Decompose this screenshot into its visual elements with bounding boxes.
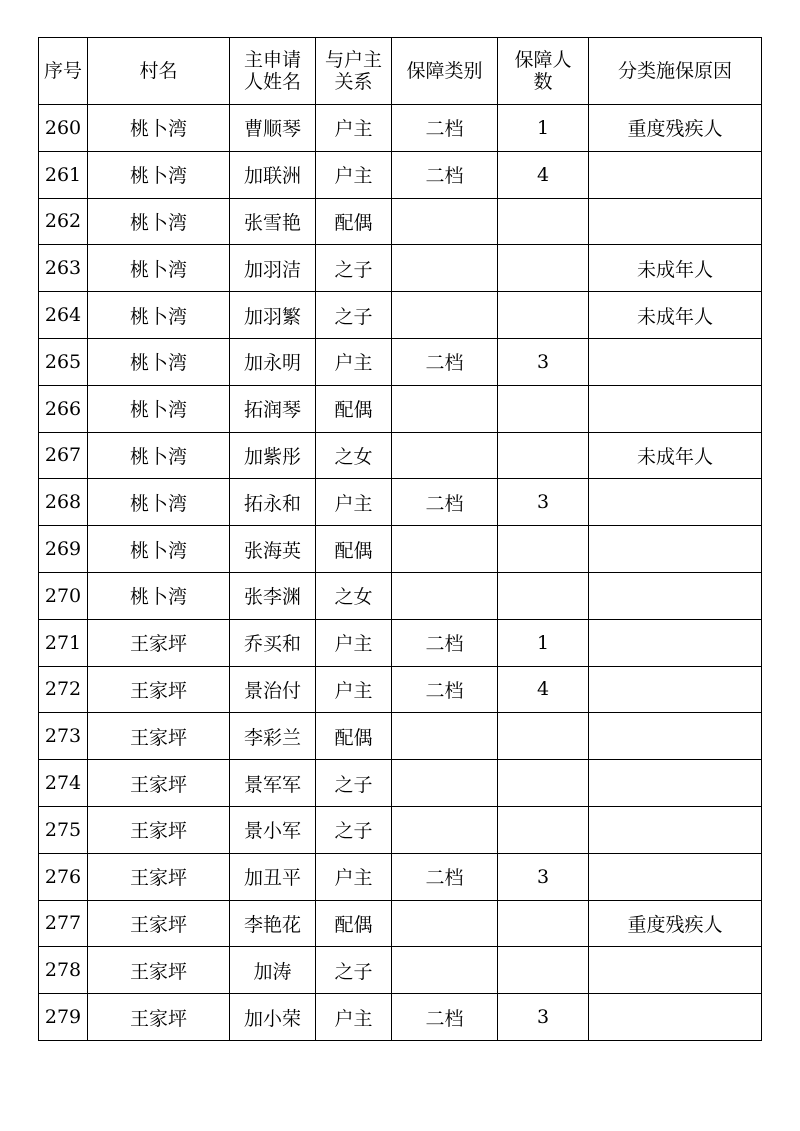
- table-row: [39, 900, 762, 947]
- header-reason: 分类施保原因: [589, 38, 762, 105]
- table-row: [39, 292, 762, 339]
- cell-relation: 户主: [316, 619, 392, 666]
- cell-reason: 重度残疾人: [589, 900, 762, 947]
- cell-seq: 267: [39, 432, 88, 479]
- table-row: [39, 853, 762, 900]
- cell-seq: 273: [39, 713, 88, 760]
- cell-count: [498, 292, 589, 339]
- cell-seq: 270: [39, 572, 88, 619]
- header-row: [39, 38, 762, 105]
- cell-applicant-name: 加羽繁: [230, 292, 316, 339]
- cell-seq: 264: [39, 292, 88, 339]
- cell-seq: 266: [39, 385, 88, 432]
- cell-seq: 276: [39, 853, 88, 900]
- table-row: [39, 245, 762, 292]
- cell-count: 4: [498, 666, 589, 713]
- cell-count: [498, 900, 589, 947]
- cell-applicant-name: 加涛: [230, 947, 316, 994]
- cell-count: 3: [498, 479, 589, 526]
- cell-village: 王家坪: [88, 713, 230, 760]
- cell-seq: 262: [39, 198, 88, 245]
- table-row: [39, 994, 762, 1041]
- cell-category: [392, 900, 498, 947]
- cell-applicant-name: 张海英: [230, 526, 316, 573]
- cell-category: 二档: [392, 619, 498, 666]
- cell-reason: [589, 526, 762, 573]
- cell-count: 4: [498, 151, 589, 198]
- cell-relation: 户主: [316, 994, 392, 1041]
- table-row: [39, 713, 762, 760]
- cell-seq: 263: [39, 245, 88, 292]
- cell-village: 王家坪: [88, 619, 230, 666]
- cell-category: 二档: [392, 105, 498, 152]
- cell-seq: 278: [39, 947, 88, 994]
- table-row: [39, 947, 762, 994]
- table-row: [39, 385, 762, 432]
- cell-seq: 279: [39, 994, 88, 1041]
- header-applicant: 主申请 人姓名: [230, 38, 316, 105]
- cell-category: [392, 760, 498, 807]
- cell-category: 二档: [392, 853, 498, 900]
- cell-seq: 269: [39, 526, 88, 573]
- cell-applicant-name: 景军军: [230, 760, 316, 807]
- cell-category: 二档: [392, 666, 498, 713]
- cell-reason: 重度残疾人: [589, 105, 762, 152]
- cell-reason: 未成年人: [589, 245, 762, 292]
- table-row: [39, 526, 762, 573]
- cell-category: [392, 572, 498, 619]
- cell-count: 1: [498, 105, 589, 152]
- cell-applicant-name: 加丑平: [230, 853, 316, 900]
- cell-reason: [589, 760, 762, 807]
- cell-seq: 271: [39, 619, 88, 666]
- header-village: 村名: [88, 38, 230, 105]
- cell-category: [392, 713, 498, 760]
- cell-village: 桃卜湾: [88, 245, 230, 292]
- cell-applicant-name: 景小军: [230, 806, 316, 853]
- relief-roster-table: [38, 37, 762, 1041]
- cell-category: [392, 432, 498, 479]
- cell-applicant-name: 曹顺琴: [230, 105, 316, 152]
- cell-reason: [589, 338, 762, 385]
- cell-seq: 275: [39, 806, 88, 853]
- cell-count: [498, 760, 589, 807]
- table-row: [39, 760, 762, 807]
- cell-count: [498, 572, 589, 619]
- cell-category: [392, 292, 498, 339]
- cell-relation: 之女: [316, 432, 392, 479]
- cell-relation: 之子: [316, 947, 392, 994]
- header-seq: 序号: [39, 38, 88, 105]
- cell-relation: 配偶: [316, 526, 392, 573]
- cell-village: 桃卜湾: [88, 105, 230, 152]
- cell-category: [392, 245, 498, 292]
- cell-reason: [589, 385, 762, 432]
- cell-category: 二档: [392, 338, 498, 385]
- cell-reason: [589, 947, 762, 994]
- cell-count: [498, 806, 589, 853]
- cell-relation: 之子: [316, 292, 392, 339]
- cell-village: 王家坪: [88, 853, 230, 900]
- cell-reason: [589, 479, 762, 526]
- cell-relation: 之子: [316, 245, 392, 292]
- cell-count: 3: [498, 853, 589, 900]
- cell-reason: [589, 666, 762, 713]
- cell-relation: 户主: [316, 479, 392, 526]
- cell-reason: [589, 572, 762, 619]
- cell-seq: 268: [39, 479, 88, 526]
- cell-reason: 未成年人: [589, 432, 762, 479]
- table-row: [39, 619, 762, 666]
- cell-relation: 之子: [316, 760, 392, 807]
- cell-village: 桃卜湾: [88, 479, 230, 526]
- cell-count: [498, 245, 589, 292]
- cell-applicant-name: 加永明: [230, 338, 316, 385]
- cell-village: 桃卜湾: [88, 526, 230, 573]
- cell-reason: 未成年人: [589, 292, 762, 339]
- cell-applicant-name: 景治付: [230, 666, 316, 713]
- cell-applicant-name: 李艳花: [230, 900, 316, 947]
- cell-relation: 户主: [316, 853, 392, 900]
- cell-count: [498, 385, 589, 432]
- header-count: 保障人 数: [498, 38, 589, 105]
- cell-applicant-name: 加羽洁: [230, 245, 316, 292]
- cell-relation: 之女: [316, 572, 392, 619]
- cell-village: 桃卜湾: [88, 292, 230, 339]
- cell-applicant-name: 加联洲: [230, 151, 316, 198]
- table-row: [39, 338, 762, 385]
- table-header: [39, 38, 762, 105]
- cell-village: 桃卜湾: [88, 572, 230, 619]
- table-body: [39, 105, 762, 1041]
- table-row: [39, 432, 762, 479]
- header-category: 保障类别: [392, 38, 498, 105]
- cell-category: 二档: [392, 151, 498, 198]
- cell-village: 桃卜湾: [88, 338, 230, 385]
- cell-village: 王家坪: [88, 994, 230, 1041]
- cell-relation: 配偶: [316, 900, 392, 947]
- cell-village: 桃卜湾: [88, 432, 230, 479]
- cell-reason: [589, 806, 762, 853]
- table-row: [39, 666, 762, 713]
- cell-applicant-name: 李彩兰: [230, 713, 316, 760]
- cell-relation: 配偶: [316, 385, 392, 432]
- cell-applicant-name: 加紫彤: [230, 432, 316, 479]
- cell-relation: 户主: [316, 666, 392, 713]
- cell-relation: 之子: [316, 806, 392, 853]
- cell-category: [392, 198, 498, 245]
- header-relation: 与户主 关系: [316, 38, 392, 105]
- cell-category: [392, 385, 498, 432]
- cell-applicant-name: 张雪艳: [230, 198, 316, 245]
- table-row: [39, 479, 762, 526]
- cell-relation: 户主: [316, 338, 392, 385]
- cell-village: 王家坪: [88, 900, 230, 947]
- cell-category: 二档: [392, 479, 498, 526]
- cell-count: 3: [498, 994, 589, 1041]
- table-row: [39, 198, 762, 245]
- cell-reason: [589, 994, 762, 1041]
- cell-seq: 265: [39, 338, 88, 385]
- cell-count: [498, 432, 589, 479]
- cell-category: [392, 526, 498, 573]
- cell-village: 王家坪: [88, 947, 230, 994]
- cell-count: [498, 198, 589, 245]
- cell-category: [392, 947, 498, 994]
- cell-applicant-name: 拓润琴: [230, 385, 316, 432]
- cell-seq: 274: [39, 760, 88, 807]
- cell-relation: 配偶: [316, 198, 392, 245]
- cell-count: [498, 947, 589, 994]
- cell-seq: 261: [39, 151, 88, 198]
- table-row: [39, 105, 762, 152]
- cell-village: 王家坪: [88, 760, 230, 807]
- cell-village: 王家坪: [88, 666, 230, 713]
- table-row: [39, 806, 762, 853]
- cell-count: 3: [498, 338, 589, 385]
- cell-relation: 户主: [316, 151, 392, 198]
- cell-seq: 277: [39, 900, 88, 947]
- cell-category: 二档: [392, 994, 498, 1041]
- cell-reason: [589, 151, 762, 198]
- cell-village: 桃卜湾: [88, 151, 230, 198]
- cell-count: [498, 526, 589, 573]
- cell-reason: [589, 619, 762, 666]
- cell-applicant-name: 乔买和: [230, 619, 316, 666]
- cell-count: [498, 713, 589, 760]
- cell-count: 1: [498, 619, 589, 666]
- cell-reason: [589, 198, 762, 245]
- cell-village: 桃卜湾: [88, 198, 230, 245]
- cell-category: [392, 806, 498, 853]
- cell-applicant-name: 拓永和: [230, 479, 316, 526]
- cell-reason: [589, 713, 762, 760]
- cell-relation: 户主: [316, 105, 392, 152]
- table-row: [39, 572, 762, 619]
- cell-seq: 260: [39, 105, 88, 152]
- cell-seq: 272: [39, 666, 88, 713]
- cell-village: 王家坪: [88, 806, 230, 853]
- cell-village: 桃卜湾: [88, 385, 230, 432]
- cell-applicant-name: 张李渊: [230, 572, 316, 619]
- table-row: [39, 151, 762, 198]
- cell-reason: [589, 853, 762, 900]
- cell-applicant-name: 加小荣: [230, 994, 316, 1041]
- cell-relation: 配偶: [316, 713, 392, 760]
